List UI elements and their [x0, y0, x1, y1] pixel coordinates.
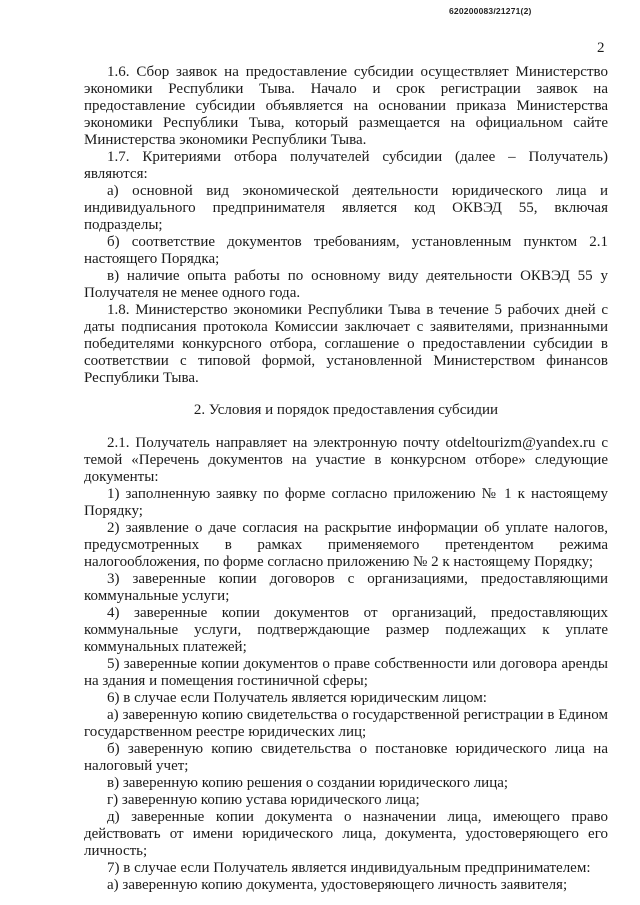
list-item: 2) заявление о даче согласия на раскрытие информации об уплате налогов, предусмотренных в рамках применяемого претендентом режима налогообложения, по форме согласно приложению № 2 к настоящему Порядку; — [84, 520, 608, 570]
paragraph-2-1: 2.1. Получатель направляет на электронную почту otdeltourizm@yandex.ru с темой «Перечень документов на участие в конкурсном отборе» следующие документы: — [84, 435, 608, 485]
document-body — [84, 64, 608, 894]
paragraph-1-7: 1.7. Критериями отбора получателей субсидии (далее – Получатель) являются: — [84, 149, 608, 182]
document-id: 620200083/21271(2) — [449, 6, 532, 16]
criterion-b: б) соответствие документов требованиям, установленным пунктом 2.1 настоящего Порядка; — [84, 234, 608, 267]
section-title: 2. Условия и порядок предоставления субсидии — [193, 402, 499, 418]
sub-list-item: д) заверенные копии документа о назначении лица, имеющего право действовать от имени юридического лица, документа, удостоверяющего его личность; — [84, 809, 608, 859]
list-item: 1) заполненную заявку по форме согласно приложению № 1 к настоящему Порядку; — [84, 486, 608, 519]
sub-list-item: а) заверенную копию документа, удостоверяющего личность заявителя; — [107, 877, 568, 893]
list-item: 4) заверенные копии документов от организаций, предоставляющих коммунальные услуги, подтверждающие размер подлежащих к уплате коммунальных платежей; — [84, 605, 608, 655]
criterion-a: а) основной вид экономической деятельности юридического лица и индивидуального предпринимателя является код ОКВЭД 55, включая подразделы; — [84, 183, 608, 233]
sub-list-item: г) заверенную копию устава юридического лица; — [107, 792, 420, 808]
paragraph-1-8: 1.8. Министерство экономики Республики Тыва в течение 5 рабочих дней с даты подписания протокола Комиссии заключает с заявителями, признанными победителями конкурсного отбора, соглашение о предоставлении субсидии в соответствии с типовой формой, установленной Министерством финансов Республики Тыва. — [84, 302, 608, 386]
paragraph-1-6: 1.6. Сбор заявок на предоставление субсидии осуществляет Министерство экономики Республики Тыва. Начало и срок регистрации заявок на предоставление субсидии объявляется на основании приказа Министерства экономики Республики Тыва, который размещается на официальном сайте Министерства экономики Республики Тыва. — [84, 64, 608, 148]
list-item: 5) заверенные копии документов о праве собственности или договора аренды на здания и помещения гостиничной сферы; — [84, 656, 608, 689]
list-item: 6) в случае если Получатель является юридическим лицом: — [107, 690, 487, 706]
list-item: 3) заверенные копии договоров с организациями, предоставляющими коммунальные услуги; — [84, 571, 608, 604]
sub-list-item: в) заверенную копию решения о создании юридического лица; — [107, 775, 509, 791]
sub-list-item: б) заверенную копию свидетельства о постановке юридического лица на налоговый учет; — [84, 741, 608, 774]
page-number: 2 — [597, 40, 605, 56]
criterion-c: в) наличие опыта работы по основному виду деятельности ОКВЭД 55 у Получателя не менее одного года. — [84, 268, 608, 301]
list-item: 7) в случае если Получатель является индивидуальным предпринимателем: — [107, 860, 591, 876]
sub-list-item: а) заверенную копию свидетельства о государственной регистрации в Едином государственном реестре юридических лиц; — [84, 707, 608, 740]
